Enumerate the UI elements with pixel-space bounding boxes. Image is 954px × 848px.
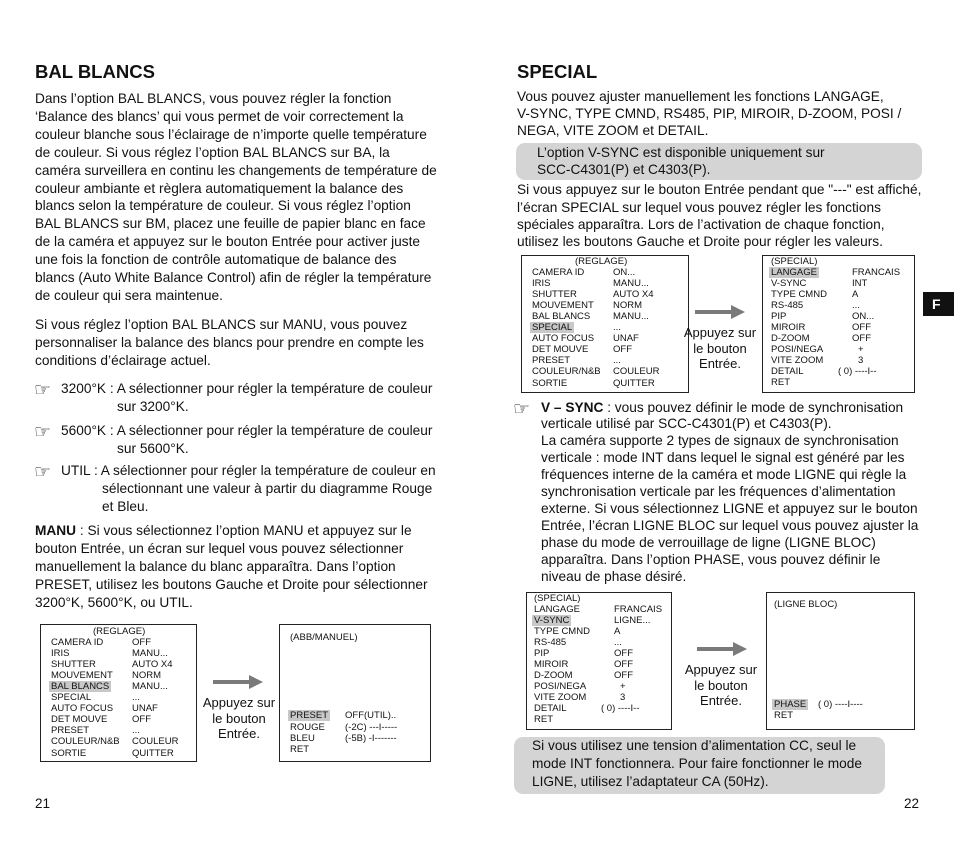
- instruction-line: Entrée.: [218, 726, 260, 741]
- pointing-hand-icon: ☞: [34, 379, 52, 401]
- menu-item-value: ON...: [852, 310, 875, 322]
- menu-item-value: OFF: [852, 332, 871, 344]
- paragraph-line: couleur blanche sous l’éclairage de n’importe quelle température: [35, 126, 427, 142]
- menu-item-label: VITE ZOOM: [534, 691, 587, 703]
- menu-item-value: AUTO X4: [613, 288, 654, 300]
- note-line: SCC-C4301(P) et C4303(P).: [537, 161, 711, 177]
- menu-item-label: PRESET: [51, 725, 90, 737]
- menu-item-label: BLEU: [290, 732, 315, 744]
- paragraph-line: caméra surveillera en continu les changements de température de: [35, 162, 437, 178]
- menu-item-label: PIP: [534, 647, 550, 659]
- menu-item-label: POSI/NEGA: [534, 680, 587, 692]
- menu-item-label: IRIS: [51, 647, 70, 659]
- instruction-line: Entrée.: [700, 693, 742, 708]
- menu-item-value: 3: [620, 691, 626, 703]
- intro-paragraph: [517, 88, 901, 139]
- menu-item-label: DETAIL: [771, 365, 804, 377]
- menu-item-label: SPECIAL: [532, 322, 573, 333]
- menu-title: (LIGNE BLOC): [774, 598, 838, 610]
- instruction-press-enter: [678, 325, 762, 372]
- paragraph-line: ‘Balance des blancs’ qui vous permet de voir correctement la: [35, 108, 404, 124]
- paragraph-line: Si vous réglez l’option BAL BLANCS sur MANU, vous pouvez: [35, 317, 408, 332]
- paragraph-line: manuellement la balance du blanc apparaîtra. Dans l’option: [35, 559, 396, 574]
- paragraph-line: Entrée, l’écran LIGNE BLOC sur lequel vous pouvez ajuster la: [541, 517, 919, 533]
- page-number: 22: [904, 796, 920, 811]
- menu-item-label: DETAIL: [534, 702, 567, 714]
- menu-item-value: MANU...: [613, 277, 649, 289]
- menu-item-value: ...: [613, 322, 621, 333]
- menu-item-label: RS-485: [771, 299, 804, 311]
- enter-paragraph: [517, 181, 921, 250]
- menu-item-value: OFF: [614, 669, 633, 681]
- menu-item-label: POSI/NEGA: [771, 343, 824, 355]
- paragraph-line: une fois la fonction de contrôle automatique de balance des: [35, 252, 397, 268]
- paragraph-line: de couleur qui sera maintenue.: [35, 287, 223, 303]
- menu-item-value: OFF: [614, 658, 633, 670]
- note-line: Si vous utilisez une tension d’alimentation CC, seul le: [532, 738, 857, 753]
- paragraph-line: 3200°K, 5600°K, ou UTIL.: [35, 595, 193, 610]
- menu-item-value: OFF: [132, 636, 151, 648]
- paragraph-line: spéciales apparaîtra. Lors de l’activation de chaque fonction,: [517, 216, 885, 232]
- note-line: L’option V-SYNC est disponible uniquement sur: [537, 144, 825, 160]
- paragraph-line: PRESET, utilisez les boutons Gauche et Droite pour sélectionner: [35, 577, 428, 592]
- menu-item-label: BAL BLANCS: [532, 310, 591, 322]
- instruction-line: Appuyez sur: [202, 695, 276, 710]
- menu-item-label: BAL BLANCS: [51, 680, 110, 692]
- menu-item-label: DET MOUVE: [51, 714, 108, 726]
- menu-title: (REGLAGE): [575, 256, 628, 267]
- note-text: [537, 144, 825, 178]
- menu-item-value: A: [852, 288, 859, 300]
- menu-item-value: ...: [132, 725, 140, 737]
- osd-menu-abb-manuel: [279, 624, 431, 762]
- osd-menu-special: [526, 592, 672, 730]
- right-arrow-icon: [213, 675, 263, 689]
- option-line: sur 5600°K.: [117, 441, 189, 456]
- manu-paragraph: [35, 522, 428, 612]
- paragraph-line: verticale : mode INT dans lequel le signal est généré par les: [541, 450, 905, 466]
- menu-item-label: MOUVEMENT: [51, 669, 113, 681]
- menu-item-value: (-2C) ---I-----: [345, 721, 398, 733]
- menu-item-value: UNAF: [132, 703, 158, 715]
- option-line: et Bleu.: [102, 499, 149, 514]
- paragraph-line: niveau de phase désiré.: [541, 568, 687, 584]
- menu-item-value: OFF(UTIL)..: [345, 709, 397, 721]
- menu-item-value: A: [614, 625, 621, 637]
- menu-item-label: VITE ZOOM: [771, 354, 824, 366]
- manual-paragraph: [35, 316, 424, 370]
- menu-item-value: UNAF: [613, 333, 639, 345]
- paragraph-line: verticale utilisé par SCC-C4301(P) et C4303(P).: [541, 416, 832, 432]
- right-arrow-icon: [695, 305, 745, 319]
- osd-menu-special: [762, 255, 915, 393]
- menu-item-value: INT: [852, 277, 868, 289]
- instruction-line: Appuyez sur: [683, 325, 757, 340]
- osd-menu-reglage: [40, 624, 197, 762]
- menu-item-value: ...: [613, 355, 621, 367]
- instruction-line: Entrée.: [699, 356, 741, 371]
- instruction-line: le bouton: [693, 340, 747, 356]
- paragraph-line: synchronisation verticale par les fréquences d’alimentation: [541, 484, 896, 500]
- menu-item-value: ( 0) ----I--: [601, 702, 640, 714]
- paragraph-line: externe. Si vous sélectionnez LIGNE et appuyez sur le bouton: [541, 500, 918, 516]
- instruction-line: le bouton: [694, 677, 748, 693]
- menu-item-value: MANU...: [132, 680, 168, 692]
- menu-item-label: D-ZOOM: [771, 332, 810, 344]
- option-line: 3200°K : A sélectionner pour régler la température de couleur: [61, 381, 433, 396]
- menu-title: (SPECIAL): [534, 593, 581, 604]
- menu-item-value: ( 0) ----I--: [838, 365, 877, 377]
- menu-item-label: CAMERA ID: [51, 636, 104, 648]
- manu-text: : Si vous sélectionnez l’option MANU et appuyez sur le: [76, 523, 412, 538]
- menu-item-label: MIROIR: [534, 658, 569, 670]
- menu-item-label: V-SYNC: [534, 614, 570, 626]
- osd-menu-reglage: [521, 255, 689, 393]
- menu-item-label: DET MOUVE: [532, 344, 589, 356]
- menu-item-label: PHASE: [774, 698, 807, 710]
- note-line: mode INT fonctionnera. Pour faire fonctionner le mode: [532, 756, 862, 771]
- paragraph-line: bouton Entrée, un écran sur lequel vous pouvez sélectionner: [35, 541, 404, 556]
- menu-item-label: PRESET: [290, 709, 329, 721]
- menu-item-label: V-SYNC: [771, 277, 807, 289]
- menu-item-value: ( 0) ----I----: [818, 698, 863, 710]
- menu-item-label: RS-485: [534, 636, 567, 648]
- menu-item-value: ...: [852, 299, 860, 311]
- menu-item-value: 3: [858, 354, 864, 366]
- right-arrow-icon: [697, 642, 747, 656]
- menu-item-value: QUITTER: [613, 377, 655, 389]
- vsync-term: V – SYNC: [541, 399, 604, 415]
- pointing-hand-icon: ☞: [34, 421, 52, 443]
- menu-item-label: LANGAGE: [534, 603, 580, 615]
- instruction-press-enter: [679, 662, 763, 709]
- osd-menu-ligne-bloc: [766, 592, 915, 730]
- option-line: 5600°K : A sélectionner pour régler la température de couleur: [61, 423, 433, 438]
- option-line: sélectionnant une valeur à partir du diagramme Rouge: [102, 481, 433, 496]
- option-util: [61, 462, 436, 516]
- menu-item-value: ON...: [613, 266, 636, 278]
- menu-item-value: NORM: [613, 299, 643, 311]
- menu-item-label: RET: [534, 713, 553, 725]
- menu-item-label: PIP: [771, 310, 787, 322]
- option-line: sur 3200°K.: [117, 399, 189, 414]
- paragraph-line: Dans l’option BAL BLANCS, vous pouvez régler la fonction: [35, 91, 392, 106]
- power-supply-note: [514, 737, 885, 794]
- menu-item-value: MANU...: [613, 310, 649, 322]
- paragraph-line: Vous pouvez ajuster manuellement les fonctions LANGAGE,: [517, 88, 884, 104]
- paragraph-line: de la caméra et appuyez sur le bouton Entrée pour activer juste: [35, 234, 420, 250]
- menu-item-label: SORTIE: [532, 377, 568, 389]
- note-text: [532, 737, 862, 791]
- menu-item-value: OFF: [614, 647, 633, 659]
- menu-item-label: SORTIE: [51, 747, 87, 759]
- vsync-description: [541, 400, 918, 586]
- menu-item-label: SHUTTER: [51, 658, 96, 670]
- paragraph-line: Si vous appuyez sur le bouton Entrée pendant que "---" est affiché,: [517, 182, 922, 198]
- paragraph-line: personnaliser la balance des blancs pour prendre en compte les: [35, 335, 424, 350]
- menu-item-label: TYPE CMND: [771, 288, 827, 300]
- menu-item-label: ROUGE: [290, 721, 325, 733]
- menu-item-value: OFF: [852, 321, 871, 333]
- menu-item-label: RET: [290, 743, 309, 755]
- menu-item-value: +: [620, 680, 626, 692]
- pointing-hand-icon: ☞: [513, 398, 531, 420]
- paragraph-line: utilisez les boutons Gauche et Droite pour régler les valeurs.: [517, 234, 883, 250]
- paragraph-line: NEGA, VITE ZOOM et DETAIL.: [517, 122, 709, 138]
- instruction-line: Appuyez sur: [684, 662, 758, 677]
- paragraph-line: V-SYNC, TYPE CMND, RS485, PIP, MIROIR, D-ZOOM, POSI /: [517, 105, 902, 121]
- menu-item-label: CAMERA ID: [532, 266, 585, 278]
- menu-item-label: AUTO FOCUS: [532, 333, 595, 345]
- menu-item-label: AUTO FOCUS: [51, 703, 114, 715]
- menu-item-value: QUITTER: [132, 747, 174, 759]
- paragraph-line: phase du mode de verrouillage de ligne (LIGNE BLOC): [541, 534, 876, 550]
- menu-title: (REGLAGE): [93, 625, 146, 637]
- section-title-special: SPECIAL: [517, 61, 598, 82]
- option-5600k: [61, 422, 432, 458]
- menu-item-label: IRIS: [532, 277, 551, 289]
- instruction-line: le bouton: [212, 710, 266, 726]
- menu-item-value: NORM: [132, 669, 162, 681]
- menu-item-label: RET: [771, 376, 790, 388]
- menu-item-label: RET: [774, 709, 793, 721]
- menu-item-label: TYPE CMND: [534, 625, 590, 637]
- menu-item-label: SHUTTER: [532, 288, 577, 300]
- menu-item-value: (-5B) -I-------: [345, 732, 397, 744]
- paragraph-line: [35, 522, 428, 540]
- menu-item-value: COULEUR: [132, 736, 179, 748]
- paragraph-line: [541, 400, 918, 417]
- manu-term: MANU: [35, 523, 77, 538]
- menu-item-label: MOUVEMENT: [532, 299, 594, 311]
- paragraph-line: BAL BLANCS sur BM, placez une feuille de papier blanc en face: [35, 216, 426, 232]
- paragraph-line: couleur ambiante et règlera automatiquement la balance des: [35, 180, 404, 196]
- menu-item-value: FRANCAIS: [852, 266, 901, 278]
- paragraph-line: conditions d’éclairage actuel.: [35, 353, 211, 368]
- menu-title: (SPECIAL): [771, 256, 818, 267]
- menu-item-value: MANU...: [132, 647, 168, 659]
- menu-item-label: PRESET: [532, 355, 571, 367]
- menu-item-value: OFF: [132, 714, 151, 726]
- menu-item-label: COULEUR/N&B: [532, 366, 601, 378]
- option-line: UTIL : A sélectionner pour régler la température de couleur en: [61, 463, 436, 478]
- paragraph-line: blancs (Auto White Balance Control) afin de régler la température: [35, 270, 432, 286]
- menu-item-value: ...: [614, 636, 622, 648]
- menu-item-value: OFF: [613, 344, 632, 356]
- menu-item-label: LANGAGE: [771, 266, 817, 278]
- option-3200k: [61, 380, 432, 416]
- menu-item-label: MIROIR: [771, 321, 806, 333]
- vsync-availability-note: [516, 143, 922, 180]
- paragraph-line: fréquences interne de la caméra et mode LIGNE qui règle la: [541, 467, 907, 483]
- menu-item-label: D-ZOOM: [534, 669, 573, 681]
- section-title-bal-blancs: BAL BLANCS: [35, 61, 155, 82]
- paragraph-line: de couleur. Si vous réglez l’option BAL BLANCS sur BA, la: [35, 144, 390, 160]
- menu-item-value: ...: [132, 692, 140, 703]
- vsync-text: : vous pouvez définir le mode de synchronisation: [603, 399, 904, 415]
- paragraph-line: La caméra supporte 2 types de signaux de synchronisation: [541, 433, 899, 449]
- pointing-hand-icon: ☞: [34, 461, 52, 483]
- menu-title: (ABB/MANUEL): [290, 631, 358, 643]
- menu-item-value: COULEUR: [613, 366, 660, 378]
- language-tab: F: [923, 292, 954, 316]
- menu-item-label: SPECIAL: [51, 692, 92, 703]
- intro-paragraph: [35, 90, 437, 305]
- page-number: 21: [35, 796, 51, 811]
- paragraph-line: blancs selon la température de couleur. Si vous réglez l’option: [35, 198, 411, 214]
- paragraph-line: l’écran SPECIAL sur lequel vous pouvez régler les fonctions: [517, 199, 881, 215]
- menu-item-value: AUTO X4: [132, 658, 173, 670]
- note-line: LIGNE, utilisez l’adaptateur CA (50Hz).: [532, 774, 769, 789]
- paragraph-line: apparaîtra. Dans l’option PHASE, vous pouvez définir le: [541, 551, 881, 567]
- menu-item-value: FRANCAIS: [614, 603, 663, 615]
- menu-item-value: LIGNE...: [614, 614, 651, 626]
- menu-item-label: COULEUR/N&B: [51, 736, 120, 748]
- instruction-press-enter: [197, 695, 281, 742]
- menu-item-value: +: [858, 343, 864, 355]
